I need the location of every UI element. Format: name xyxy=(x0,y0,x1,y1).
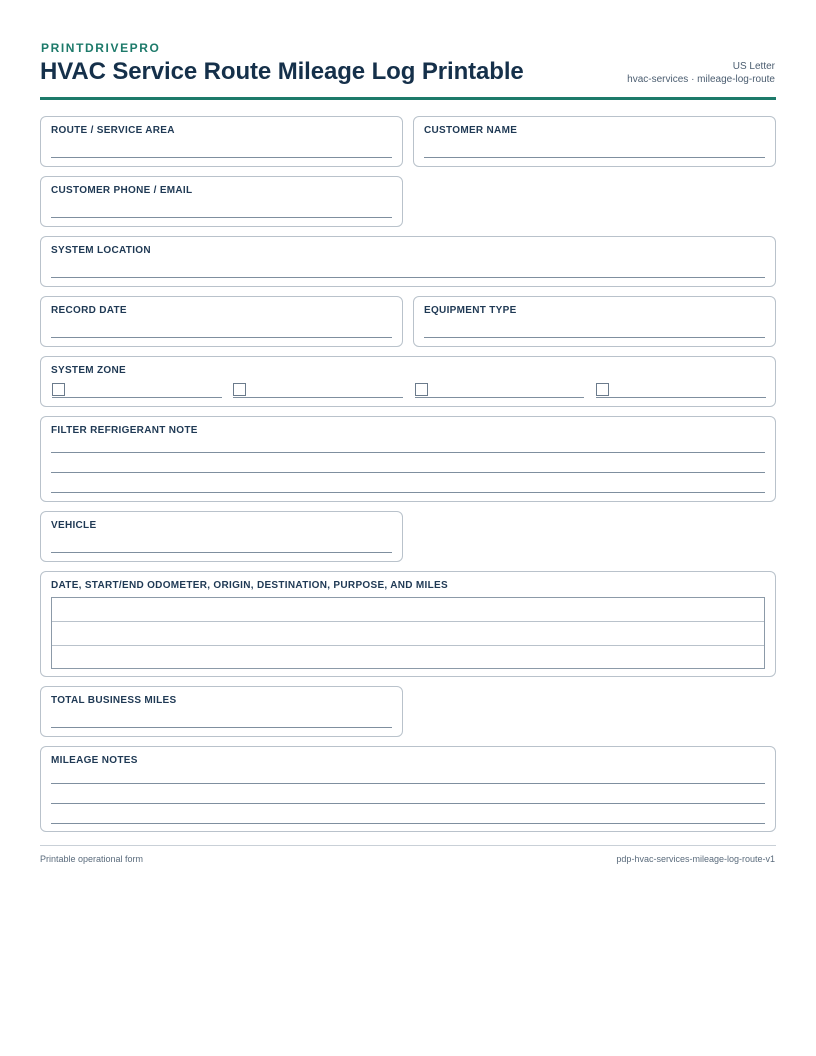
total-business-miles-label: TOTAL BUSINESS MILES xyxy=(51,695,177,706)
mileage-notes-line-1[interactable] xyxy=(51,783,765,784)
page-title: HVAC Service Route Mileage Log Printable xyxy=(40,58,524,85)
customer-phone-email-input[interactable] xyxy=(51,217,392,218)
customer-phone-email-label: CUSTOMER PHONE / EMAIL xyxy=(51,185,193,196)
filter-refrigerant-note-field xyxy=(40,416,776,502)
filter-note-line-2[interactable] xyxy=(51,472,765,473)
record-date-input[interactable] xyxy=(51,337,392,338)
trip-table-row-divider-1 xyxy=(52,621,764,622)
record-date-field xyxy=(40,296,403,347)
mileage-notes-line-3[interactable] xyxy=(51,823,765,824)
route-service-area-input[interactable] xyxy=(51,157,392,158)
system-location-label: SYSTEM LOCATION xyxy=(51,245,151,256)
filter-refrigerant-note-label: FILTER REFRIGERANT NOTE xyxy=(51,425,198,436)
system-zone-option-2 xyxy=(233,383,403,398)
mileage-notes-line-2[interactable] xyxy=(51,803,765,804)
zone-line-2[interactable] xyxy=(233,397,403,398)
vehicle-label: VEHICLE xyxy=(51,520,97,531)
route-service-area-field xyxy=(40,116,403,167)
footer-left-text: Printable operational form xyxy=(40,854,144,864)
system-zone-option-3 xyxy=(415,383,584,398)
trip-table xyxy=(51,597,765,669)
customer-name-input[interactable] xyxy=(424,157,765,158)
mileage-notes-field xyxy=(40,746,776,832)
system-zone-label: SYSTEM ZONE xyxy=(51,365,126,376)
zone-line-1[interactable] xyxy=(52,397,222,398)
paper-size: US Letter xyxy=(732,61,775,72)
equipment-type-input[interactable] xyxy=(424,337,765,338)
system-location-field xyxy=(40,236,776,287)
customer-phone-email-field xyxy=(40,176,403,227)
zone-checkbox-1[interactable] xyxy=(52,383,65,396)
customer-name-field xyxy=(413,116,776,167)
equipment-type-label: EQUIPMENT TYPE xyxy=(424,305,517,316)
filter-note-line-3[interactable] xyxy=(51,492,765,493)
record-date-label: RECORD DATE xyxy=(51,305,127,316)
mileage-notes-label: MILEAGE NOTES xyxy=(51,755,138,766)
footer-rule xyxy=(40,845,776,846)
zone-line-4[interactable] xyxy=(596,397,766,398)
category-path: hvac-services · mileage-log-route xyxy=(627,74,775,85)
zone-checkbox-3[interactable] xyxy=(415,383,428,396)
zone-line-3[interactable] xyxy=(415,397,584,398)
page-meta xyxy=(627,60,775,86)
zone-checkbox-4[interactable] xyxy=(596,383,609,396)
footer-form-id: pdp-hvac-services-mileage-log-route-v1 xyxy=(616,854,775,864)
header-rule xyxy=(40,97,776,100)
equipment-type-field xyxy=(413,296,776,347)
route-service-area-label: ROUTE / SERVICE AREA xyxy=(51,125,175,136)
filter-note-line-1[interactable] xyxy=(51,452,765,453)
trip-table-row-divider-2 xyxy=(52,645,764,646)
brand-name: PRINTDRIVEPRO xyxy=(41,41,161,55)
vehicle-field xyxy=(40,511,403,562)
system-zone-option-4 xyxy=(596,383,766,398)
vehicle-input[interactable] xyxy=(51,552,392,553)
zone-checkbox-2[interactable] xyxy=(233,383,246,396)
trip-table-label: DATE, START/END ODOMETER, ORIGIN, DESTINATION, PURPOSE, AND MILES xyxy=(51,580,448,591)
total-business-miles-field xyxy=(40,686,403,737)
system-zone-option-1 xyxy=(52,383,222,398)
customer-name-label: CUSTOMER NAME xyxy=(424,125,518,136)
system-location-input[interactable] xyxy=(51,277,765,278)
trip-table-field xyxy=(40,571,776,677)
total-business-miles-input[interactable] xyxy=(51,727,392,728)
system-zone-field xyxy=(40,356,776,407)
